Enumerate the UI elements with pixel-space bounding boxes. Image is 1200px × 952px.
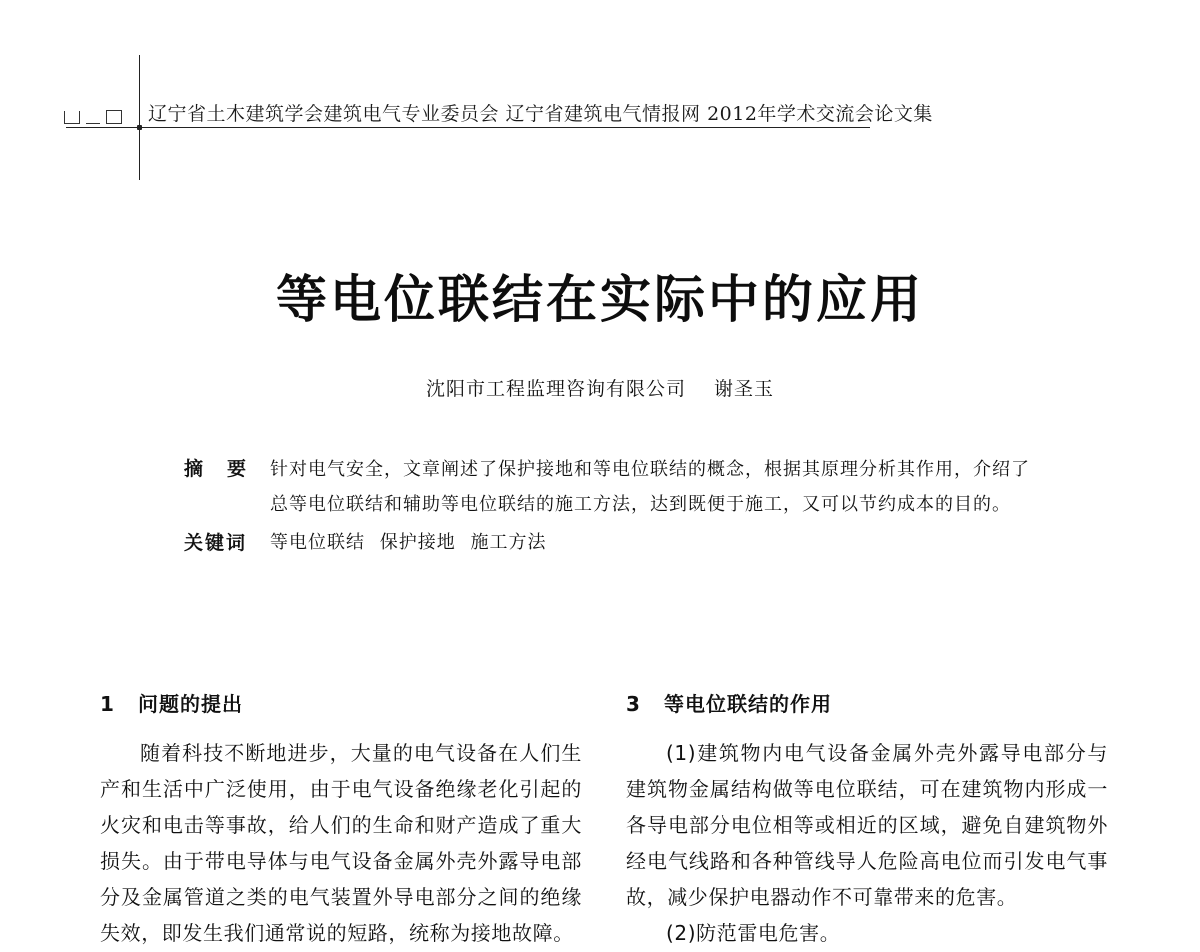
paper-title: 等电位联结在实际中的应用 (275, 271, 924, 330)
section-1-number: 1 (100, 692, 115, 716)
author-name: 谢圣玉 (714, 378, 775, 400)
author-line (0, 374, 1200, 401)
section-1-paragraph: 随着科技不断地进步，大量的电气设备在人们生产和生活中广泛使用，由于电气设备绝缘老化引起的火灾和电击等事故，给人们的生命和财产造成了重大损失。由于带电导体与电气设备金属外壳外露导电部分及金属管道之类的电气装置外导电部分之间的绝缘失效，即发生我们通常说的短路，统称为接地故障。 (100, 741, 582, 945)
proceedings-header: 辽宁省土木建筑学会建筑电气专业委员会 辽宁省建筑电气情报网 2012年学术交流会论文集 (148, 103, 933, 125)
section-3-title: 等电位联结的作用 (664, 692, 832, 716)
abstract-label: 摘要 (184, 458, 271, 480)
abstract-text: 针对电气安全，文章阐述了保护接地和等电位联结的概念，根据其原理分析其作用，介绍了总等电位联结和辅助等电位联结的施工方法，达到既便于施工，又可以节约成本的目的。 (270, 459, 1030, 515)
right-column (626, 688, 1108, 951)
section-3-heading (626, 688, 1108, 717)
left-column (100, 688, 582, 951)
header-vertical-rule (139, 55, 140, 180)
header-horizontal-rule (66, 127, 870, 128)
abstract-block (184, 452, 1044, 560)
abstract-row (184, 452, 1044, 522)
keywords-row (184, 526, 1044, 560)
keywords-label: 关键词 (184, 532, 248, 554)
journal-logo-icon (64, 104, 134, 124)
author-affiliation: 沈阳市工程监理咨询有限公司 (425, 378, 686, 400)
section-3-paragraph-1: (1)建筑物内电气设备金属外壳外露导电部分与建筑物金属结构做等电位联结，可在建筑物内形成一各导电部分电位相等或相近的区域，避免自建筑物外经电气线路和各种管线导人危险高电位而引发电气事故，减少保护电器动作不可靠带来的危害。 (626, 741, 1108, 909)
section-1-heading (100, 688, 582, 717)
keywords-text: 等电位联结 保护接地 施工方法 (270, 532, 547, 553)
header-rule-junction (137, 125, 142, 130)
section-1-title: 问题的提出 (138, 692, 243, 716)
section-3-number: 3 (626, 692, 641, 716)
section-3-paragraph-2: (2)防范雷电危害。 (666, 921, 841, 945)
